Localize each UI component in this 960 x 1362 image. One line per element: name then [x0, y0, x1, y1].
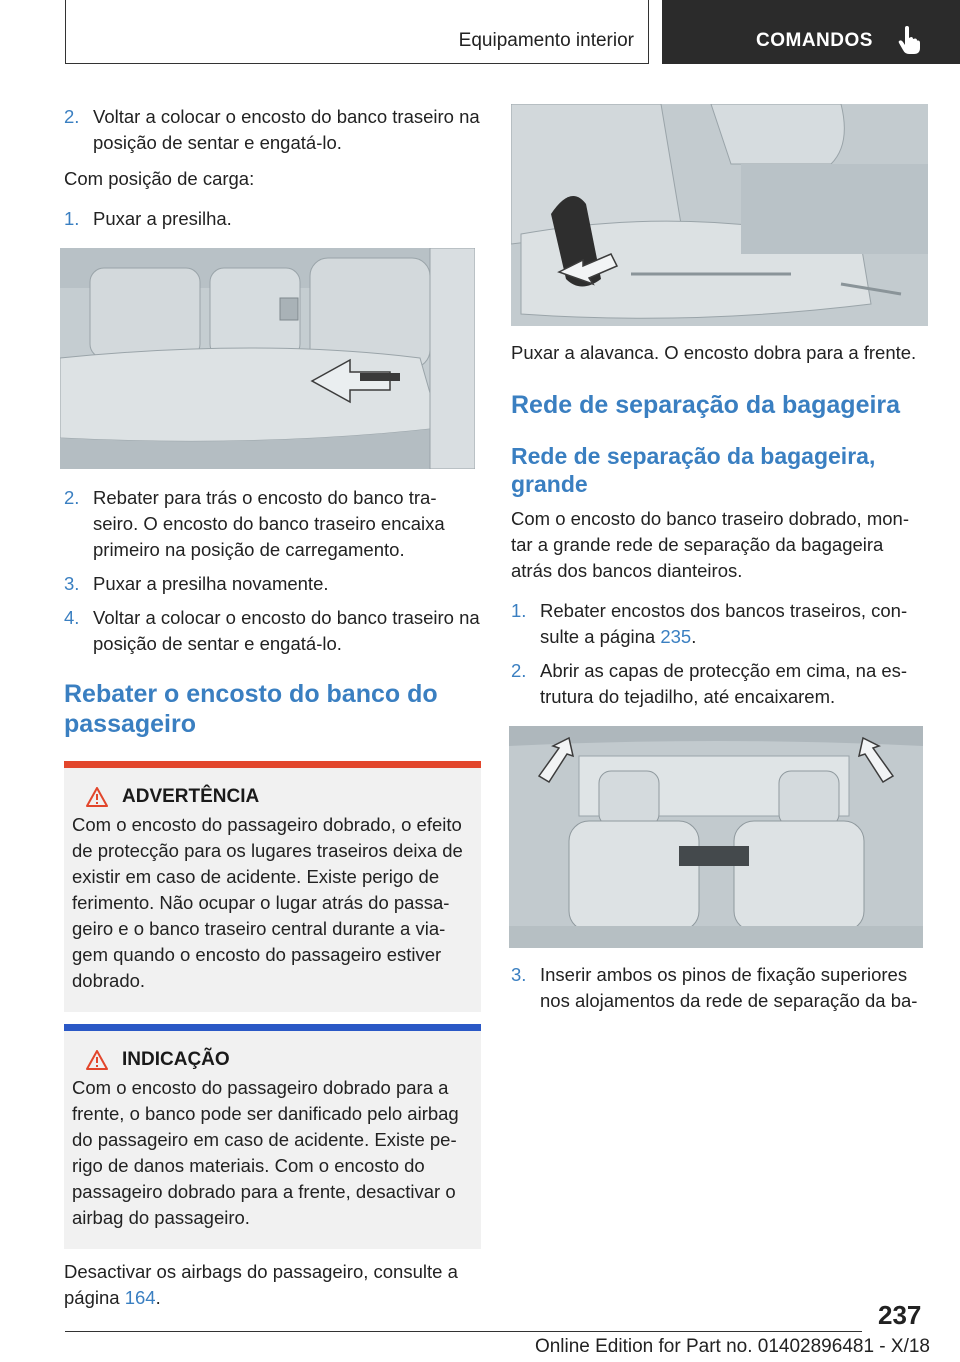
- section-title: Equipamento interior: [458, 30, 634, 51]
- luggage-net-illustration: [509, 726, 923, 948]
- step-2-fold-back: [64, 485, 481, 563]
- footer-divider: [65, 1331, 862, 1332]
- page-link-164[interactable]: 164: [124, 1287, 156, 1308]
- step-number: 2.: [511, 660, 527, 681]
- step-2-open-covers: [511, 658, 928, 710]
- step-number: 4.: [64, 607, 80, 628]
- step-text-main: Rebater encostos dos bancos traseiros, con-sulte a página: [540, 600, 908, 647]
- section-heading-passenger-seat: Rebater o encosto do banco do passageiro: [64, 680, 438, 738]
- step-2-reattach: [64, 104, 481, 156]
- step-text: Puxar a presilha novamente.: [93, 573, 329, 594]
- step-1-pull-tab: [64, 206, 481, 232]
- seat-lever-illustration: [511, 104, 928, 326]
- warning-title: ADVERTÊNCIA: [122, 786, 260, 807]
- section-heading-luggage-net: Rede de separação da bagageira: [511, 391, 901, 419]
- chapter-title: COMANDOS: [756, 30, 873, 51]
- page-number: 237: [878, 1300, 922, 1330]
- step-text: [540, 598, 928, 650]
- step-number: 3.: [511, 964, 527, 985]
- chapter-tab: [662, 0, 960, 64]
- notice-text: Com o encosto do passageiro dobrado para a frente, o banco pode ser danificado pelo airbag do passageiro em caso de acidente. Existe pe-rigo de danos materiais. Com o encosto do passageiro dobrado para a frente, desactivar o airbag do passageiro.: [72, 1077, 459, 1228]
- car-interior-drawing: [509, 726, 923, 948]
- right-column: [511, 104, 928, 1014]
- step-text-end: .: [691, 626, 697, 647]
- step-number: 2.: [64, 487, 80, 508]
- notice-box: [64, 1024, 481, 1249]
- rear-seat-drawing: [60, 248, 475, 469]
- section-tab: [65, 0, 649, 64]
- left-column: [64, 104, 481, 1311]
- step-number: 3.: [64, 573, 80, 594]
- warning-box: [64, 761, 481, 1012]
- warning-triangle-icon: [86, 1050, 108, 1070]
- step-text: Rebater para trás o encosto do banco tra-seiro. O encosto do banco traseiro encaixa primeiro na posição de carregamento.: [93, 487, 445, 560]
- page-header: [0, 0, 960, 66]
- subheading-luggage-net-large: Rede de separação da bagageira, grande: [511, 443, 876, 497]
- step-text: Voltar a colocar o encosto do banco traseiro na posição de sentar e engatá-lo.: [93, 106, 480, 153]
- page-link-235[interactable]: 235: [660, 626, 692, 647]
- warning-header: [72, 786, 473, 808]
- step-text: Inserir ambos os pinos de fixação superiores nos alojamentos da rede de separação da ba-: [540, 964, 918, 1011]
- step-text: Abrir as capas de protecção em cima, na es-trutura do tejadilho, até encaixarem.: [540, 660, 908, 707]
- deactivate-text: Desactivar os airbags do passageiro, consulte a página: [64, 1261, 458, 1308]
- seat-lever-drawing: [511, 104, 928, 326]
- pointing-hand-icon: [898, 26, 920, 54]
- edition-info: Online Edition for Part no. 01402896481 - X/18: [534, 1336, 930, 1357]
- step-number: 1.: [511, 600, 527, 621]
- deactivate-airbag-text: [64, 1259, 481, 1311]
- deactivate-end: .: [155, 1287, 161, 1308]
- warning-triangle-icon: [86, 787, 108, 807]
- step-text: Voltar a colocar o encosto do banco traseiro na posição de sentar e engatá-lo.: [93, 607, 480, 654]
- step-3-pull-again: [64, 571, 481, 597]
- step-text: Puxar a presilha.: [93, 208, 232, 229]
- step-number: 1.: [64, 208, 80, 229]
- notice-title: INDICAÇÃO: [122, 1049, 230, 1070]
- lever-caption: Puxar a alavanca. O encosto dobra para a frente.: [511, 342, 917, 363]
- step-4-reattach: [64, 605, 481, 657]
- rear-seat-illustration: [60, 248, 475, 469]
- luggage-net-intro: Com o encosto do banco traseiro dobrado, mon-tar a grande rede de separação da bagageira atrás dos bancos dianteiros.: [511, 508, 909, 581]
- step-3-insert-pins: [511, 962, 928, 1014]
- notice-header: [72, 1049, 473, 1071]
- warning-text: Com o encosto do passageiro dobrado, o efeito de protecção para os lugares traseiros deixa de existir em caso de acidente. Existe perigo de ferimento. Não ocupar o lugar atrás do passa-geiro e o banco traseiro central durante a via-gem quando o encosto do passageiro estiver dobrado.: [72, 814, 463, 991]
- load-position-label: Com posição de carga:: [64, 168, 255, 189]
- step-number: 2.: [64, 106, 80, 127]
- step-1-fold-rear-seats: [511, 598, 928, 650]
